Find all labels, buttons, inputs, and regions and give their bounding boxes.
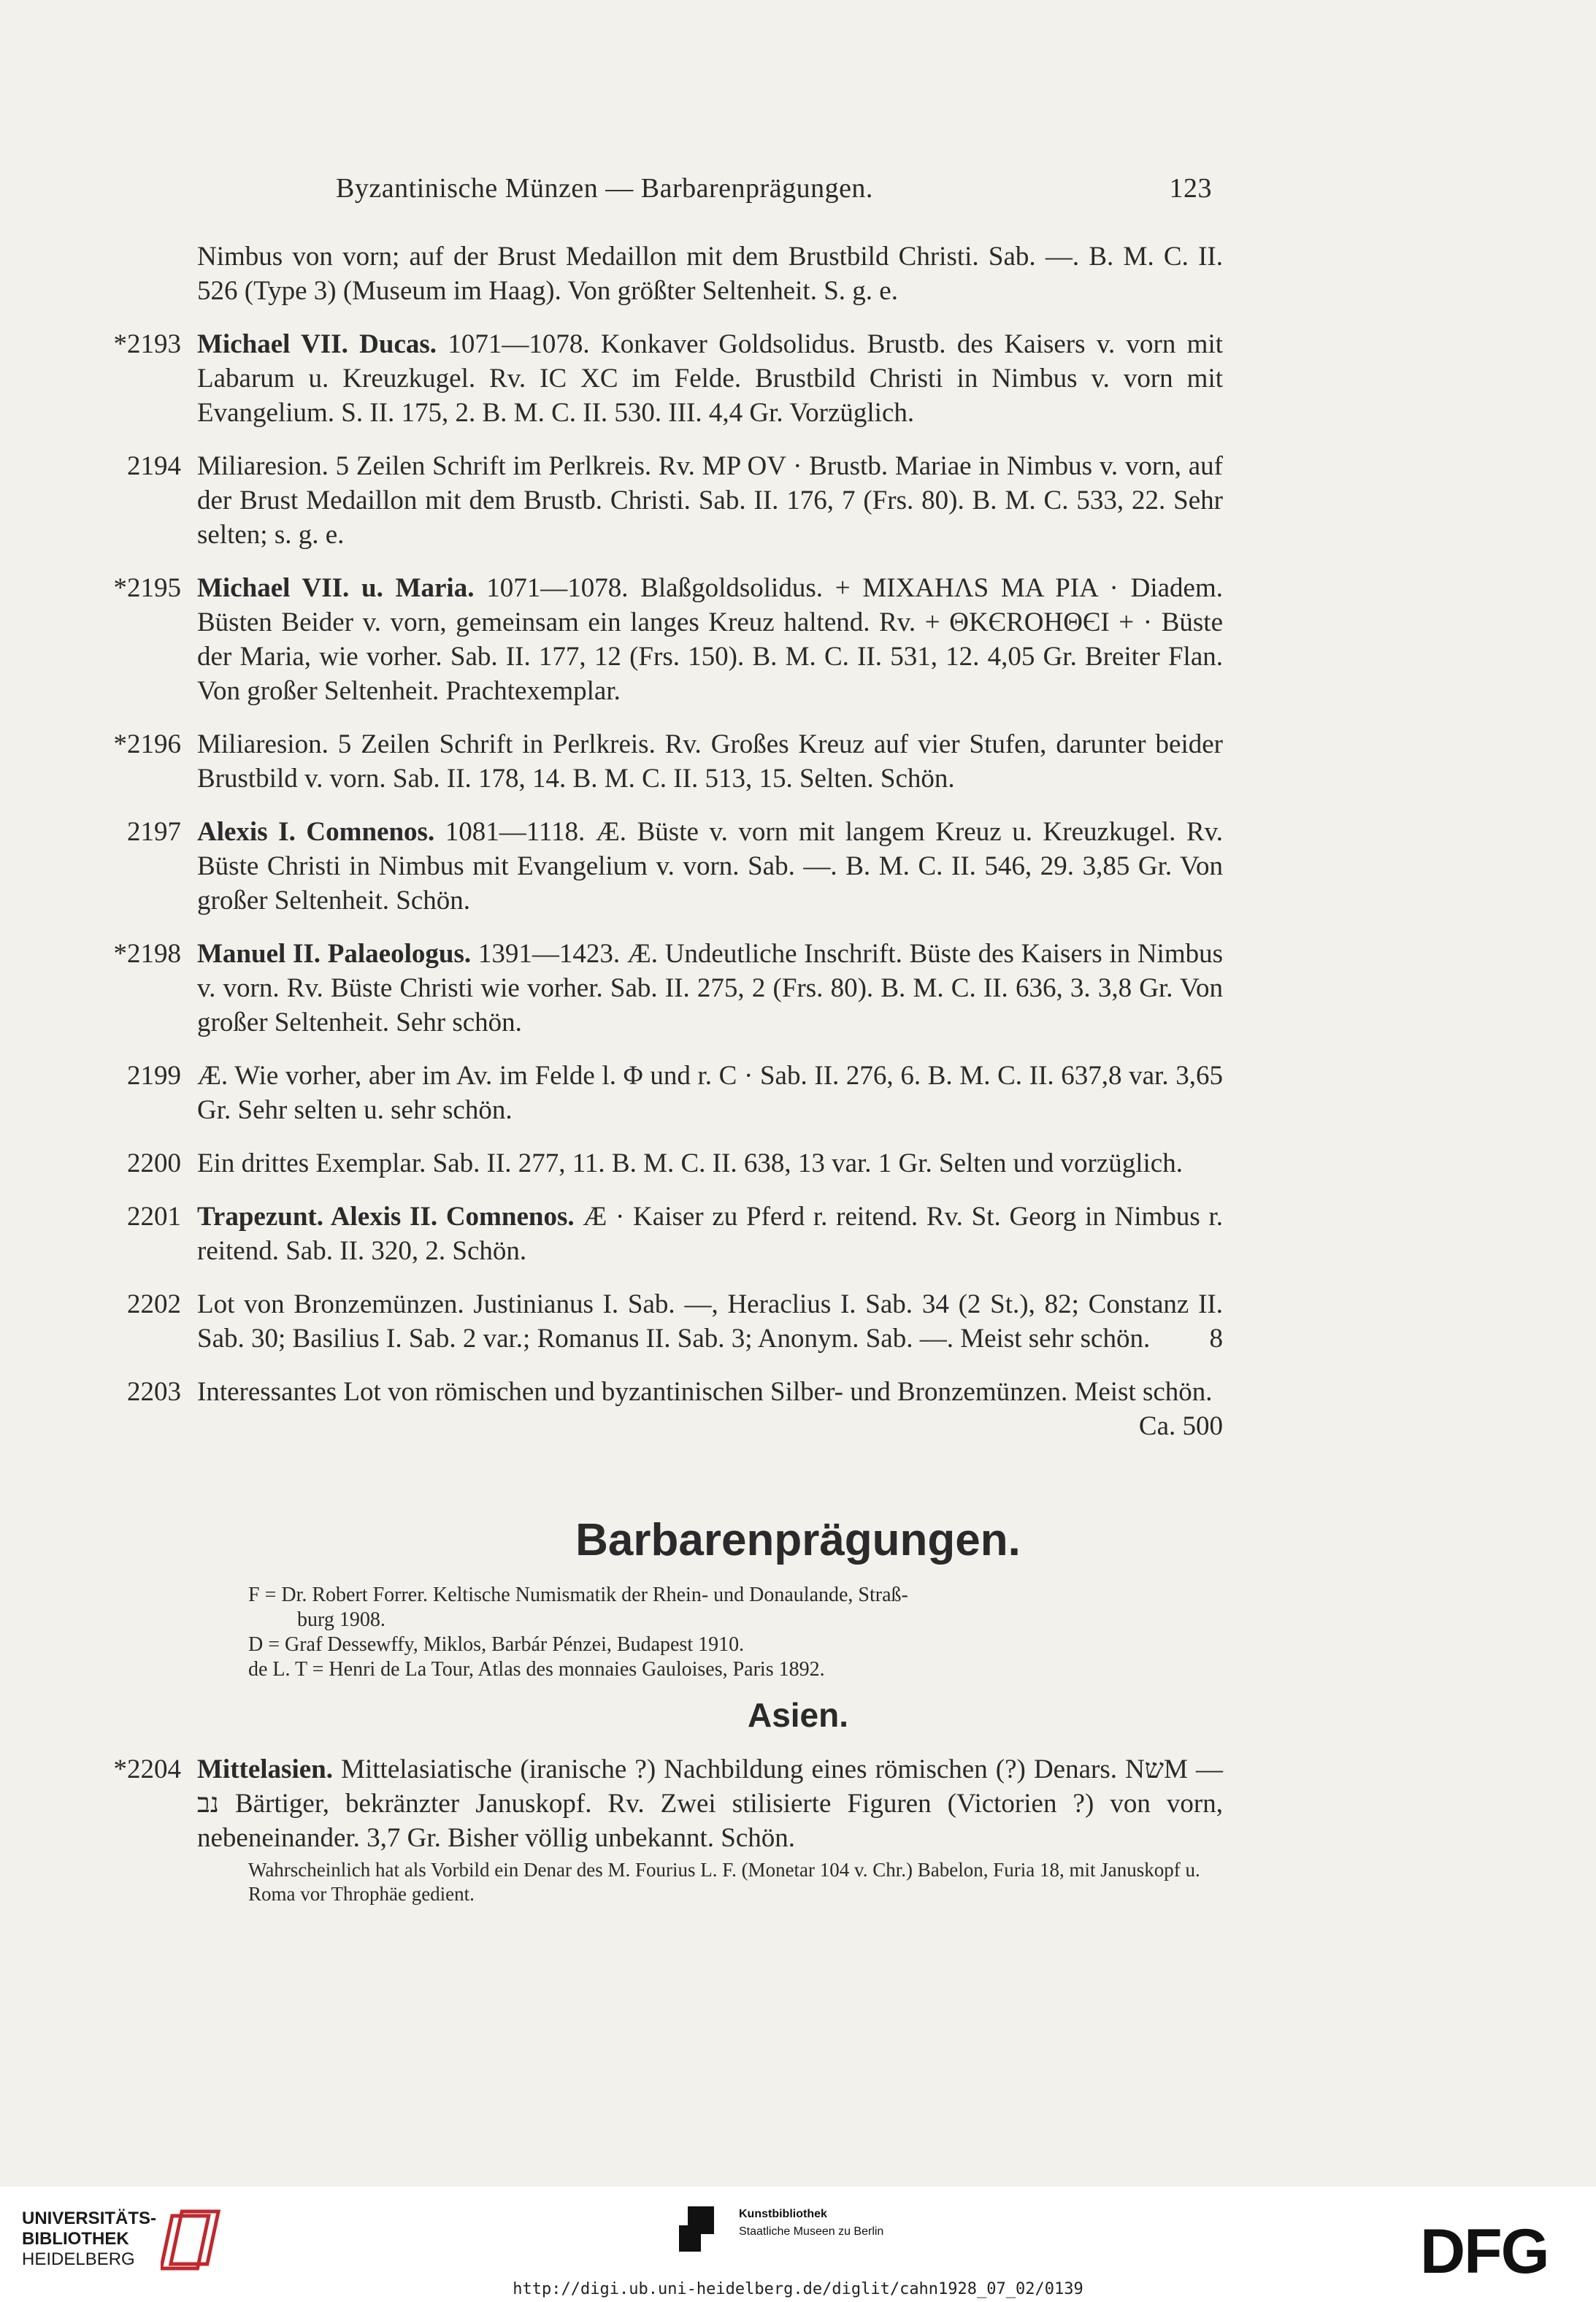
catalog-entry: [95, 1375, 1223, 1441]
entry-number: 2201: [127, 1202, 181, 1232]
entry-text: Miliaresion. 5 Zeilen Schrift im Perlkreis. Rv. MP OV · Brustb. Mariae in Nimbus v. vorn, auf der Brust Medaillon mit dem Brustb. Christi. Sab. II. 176, 7 (Frs. 80). B. M. C. 533, 22. Sehr selten; s. g. e.: [197, 451, 1223, 550]
entry-number: 2199: [127, 1061, 181, 1091]
catalog-entries: [95, 239, 1223, 1443]
entry-body: [197, 1059, 1223, 1127]
entry-number: 2202: [127, 1289, 181, 1319]
entry-number: 2197: [127, 817, 181, 847]
catalog-entry: [95, 937, 1223, 1040]
entry-text: 1391—1423. Æ. Undeutliche Inschrift. Büste des Kaisers in Nimbus v. vorn. Rv. Büste Christi wie vorher. Sab. II. 275, 2 (Frs. 80). B. M. C. II. 636, 3. 3,8 Gr. Von großer Seltenheit. Sehr schön.: [197, 939, 1224, 1037]
entry-number: 2194: [127, 451, 181, 481]
entry-body: [197, 239, 1223, 308]
entry-estimate: Ca. 500: [1138, 1411, 1223, 1441]
entry-heading: Mittelasien.: [197, 1754, 333, 1784]
catalog-entry: [95, 327, 1223, 430]
entry-number: 2203: [127, 1377, 181, 1407]
entry-text: Interessantes Lot von römischen und byzantinischen Silber- und Bronzemünzen. Meist schön.: [197, 1377, 1213, 1407]
entry-body: [197, 937, 1223, 1040]
entry-text: Mittelasiatische (iranische ?) Nachbildung eines römischen (?) Denars. NשM — נב Bärtiger, bekränzter Januskopf. Rv. Zwei stilisierte Figuren (Victorien ?) von vorn, nebeneinander. 3,7 Gr. Bisher völlig unbekannt. Schön.: [197, 1754, 1223, 1853]
bibliography-refs: [248, 1583, 1223, 1682]
entry-body: [197, 1287, 1223, 1356]
catalog-entry: [95, 1287, 1223, 1356]
footer-bar: [0, 2187, 1596, 2302]
entry-body: [197, 1375, 1223, 1441]
catalog-entry: [95, 1059, 1223, 1127]
entry-body: [197, 571, 1223, 708]
catalog-entry: [95, 1200, 1223, 1268]
permalink-url[interactable]: http://digi.ub.uni-heidelberg.de/diglit/cahn1928_07_02/0139: [513, 2280, 1083, 2298]
entry-heading: Manuel II. Palaeologus.: [197, 939, 472, 969]
entry-heading: Michael VII. Ducas.: [197, 329, 437, 359]
catalog-entry: [95, 239, 1223, 308]
kunstbibliothek-label: Kunstbibliothek Staatliche Museen zu Berlin: [739, 2208, 884, 2238]
entry-text: Lot von Bronzemünzen. Justinianus I. Sab. —, Heraclius I. Sab. 34 (2 St.), 82; Constanz II. Sab. 30; Basilius I. Sab. 2 var.; Romanus II. Sab. 3; Anonym. Sab. —. Meist sehr schön.: [197, 1289, 1223, 1354]
entry-number: *2198: [113, 939, 181, 969]
ref-line: D = Graf Dessewffy, Miklos, Barbár Pénzei, Budapest 1910.: [248, 1633, 745, 1656]
entry-body: [197, 1200, 1223, 1268]
entry-body: [197, 1752, 1223, 1855]
entry-heading: Trapezunt. Alexis II. Comnenos.: [197, 1202, 575, 1232]
subsection-title: Asien.: [747, 1696, 849, 1734]
ub-emblem-icon: [161, 2209, 226, 2274]
ub-heidelberg-name: UNIVERSITÄTS- BIBLIOTHEK HEIDELBERG: [22, 2209, 157, 2269]
entry-body: [197, 449, 1223, 552]
catalog-entry: [95, 1146, 1223, 1181]
ref-line: F = Dr. Robert Forrer. Keltische Numismatik der Rhein- und Donaulande, Straß-: [248, 1584, 908, 1606]
kunstbibliothek-logo-icon: [679, 2205, 730, 2253]
entry-text: 1071—1078. Konkaver Goldsolidus. Brustb. des Kaisers v. vorn mit Labarum u. Kreuzkugel. Rv. IC XC im Felde. Brustbild Christi in Nimbus v. vorn mit Evangelium. S. II. 175, 2. B. M. C. II. 530. III. 4,4 Gr. Vorzüglich.: [197, 329, 1224, 428]
entry-text: Æ. Wie vorher, aber im Av. im Felde l. Φ und r. C · Sab. II. 276, 6. B. M. C. II. 637,8 var. 3,65 Gr. Sehr selten u. sehr schön.: [197, 1061, 1223, 1125]
entry-number: 2200: [127, 1148, 181, 1178]
catalog-entry: [95, 815, 1223, 918]
entry-text: Miliaresion. 5 Zeilen Schrift in Perlkreis. Rv. Großes Kreuz auf vier Stufen, darunter beider Brustbild v. vorn. Sab. II. 178, 14. B. M. C. II. 513, 15. Selten. Schön.: [197, 729, 1223, 794]
entry-heading: Michael VII. u. Maria.: [197, 573, 475, 603]
entry-body: [197, 815, 1223, 918]
entry-text: Nimbus von vorn; auf der Brust Medaillon mit dem Brustbild Christi. Sab. —. B. M. C. II. 526 (Type 3) (Museum im Haag). Von größter Seltenheit. S. g. e.: [197, 242, 1223, 306]
entry-number: *2195: [113, 573, 181, 603]
entry-number: *2193: [113, 329, 181, 359]
catalog-entry: [95, 571, 1223, 708]
dfg-logo: DFG: [1420, 2217, 1549, 2287]
entry-note: Wahrscheinlich hat als Vorbild ein Denar des M. Fourius L. F. (Monetar 104 v. Chr.) Babelon, Furia 18, mit Januskopf u. Roma vor Throphäe gedient.: [248, 1859, 1200, 1905]
running-title: Byzantinische Münzen — Barbarenprägungen.: [336, 173, 873, 204]
entry-heading: Alexis I. Comnenos.: [197, 817, 435, 847]
entry-number: *2196: [113, 729, 181, 759]
entry-text: Æ · Kaiser zu Pferd r. reitend. Rv. St. Georg in Nimbus r. reitend. Sab. II. 320, 2. Schön.: [197, 1202, 1224, 1266]
section-title: Barbarenprägungen.: [575, 1515, 1021, 1565]
page-number: 123: [1169, 173, 1212, 204]
asia-entries: [95, 1752, 1223, 1925]
entry-number: *2204: [113, 1754, 181, 1784]
ref-line-cont: burg 1908.: [297, 1608, 385, 1631]
entry-body: [197, 727, 1223, 796]
entry-text: 1081—1118. Æ. Büste v. vorn mit langem Kreuz u. Kreuzkugel. Rv. Büste Christi in Nimbus mit Evangelium v. vorn. Sab. —. B. M. C. II. 546, 29. 3,85 Gr. Von großer Seltenheit. Schön.: [197, 817, 1223, 916]
catalog-entry: [95, 1752, 1223, 1906]
entry-estimate: 8: [1209, 1324, 1223, 1354]
entry-text: Ein drittes Exemplar. Sab. II. 277, 11. B. M. C. II. 638, 13 var. 1 Gr. Selten und vorzüglich.: [197, 1148, 1183, 1178]
ub-heidelberg-logo[interactable]: [22, 2209, 241, 2289]
entry-text: 1071—1078. Blaßgoldsolidus. + MIXAHΛS MA PIA · Diadem. Büsten Beider v. vorn, gemeinsam ein langes Kreuz haltend. Rv. + ΘKЄROHΘЄI + · Büste der Maria, wie vorher. Sab. II. 177, 12 (Frs. 150). B. M. C. II. 531, 12. 4,05 Gr. Breiter Flan. Von großer Seltenheit. Prachtexemplar.: [197, 573, 1223, 706]
entry-body: [197, 1146, 1223, 1181]
catalog-entry: [95, 727, 1223, 796]
catalog-entry: [95, 449, 1223, 552]
entry-body: [197, 327, 1223, 430]
ref-line: de L. T = Henri de La Tour, Atlas des monnaies Gauloises, Paris 1892.: [248, 1658, 825, 1681]
